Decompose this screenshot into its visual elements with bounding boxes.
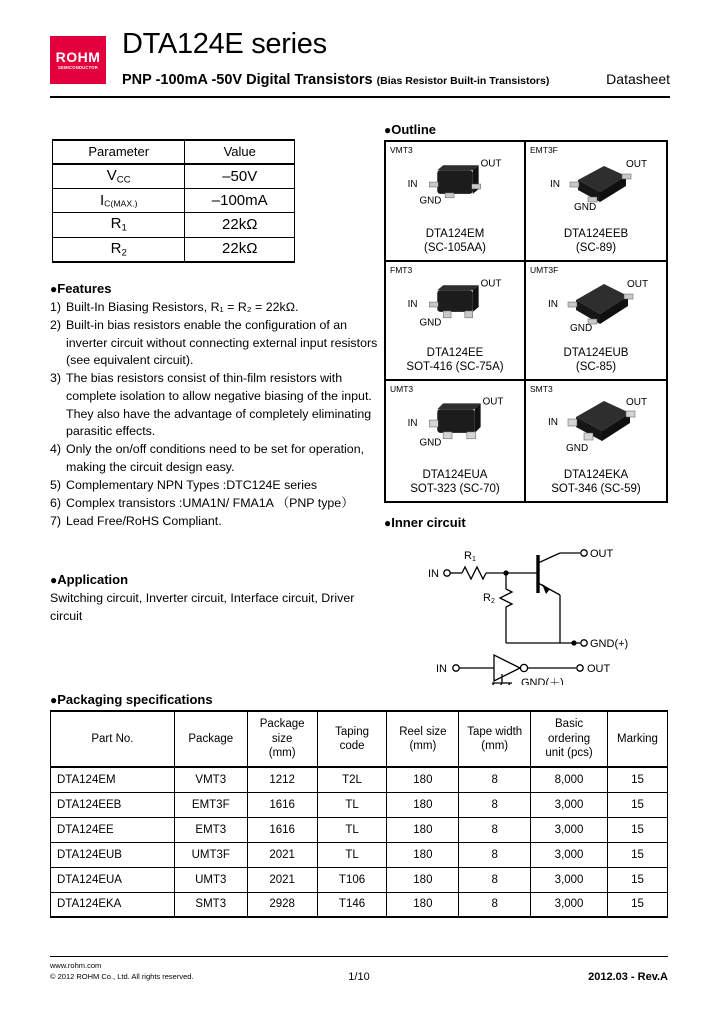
- application-section: [50, 572, 380, 626]
- package-part-name: DTA124EE: [426, 347, 484, 360]
- svg-text:OUT: OUT: [626, 159, 648, 170]
- package-standard-name: (SC-89): [575, 241, 617, 254]
- cell-tape-width: 8: [459, 842, 531, 867]
- cell-ordering-unit: 8,000: [531, 767, 608, 792]
- inner-circuit-heading: ●Inner circuit: [384, 515, 466, 530]
- package-part-name: DTA124EM: [425, 227, 485, 240]
- features-heading: ●Features: [50, 281, 112, 296]
- cell-marking: 15: [608, 892, 668, 917]
- table-row: [51, 817, 668, 842]
- param-name-vcc: $V_{CC}$: [53, 164, 185, 189]
- cell-taping-code: T2L: [317, 767, 387, 792]
- svg-text:IN: IN: [407, 178, 418, 190]
- package-cell-umt3f: [526, 262, 666, 382]
- cell-package: UMT3: [174, 867, 247, 892]
- column-header-value: Value: [185, 140, 295, 164]
- footer-copyright: © 2012 ROHM Co., Ltd. All rights reserved.: [50, 971, 194, 981]
- package-cell-fmt3: [386, 262, 526, 382]
- bullet-icon: ●: [384, 516, 392, 530]
- package-names: [526, 346, 666, 374]
- list-item: 6) Complex transistors :UMA1N/ FMA1A （PNP type）: [50, 496, 354, 511]
- package-illustration-tilt3: [526, 154, 666, 218]
- table-row: [51, 792, 668, 817]
- cell-package: VMT3: [174, 767, 247, 792]
- svg-text:GND: GND: [570, 322, 593, 334]
- cell-part-no: DTA124EUB: [51, 842, 175, 867]
- column-header-reel-size: Reel size (mm): [387, 711, 459, 767]
- cell-ordering-unit: 3,000: [531, 892, 608, 917]
- transistor-package-icon: [526, 154, 666, 218]
- list-item: 5) Complementary NPN Types :DTC124E series: [50, 478, 318, 493]
- packaging-heading: ●Packaging specifications: [50, 692, 213, 707]
- cell-package: EMT3: [174, 817, 247, 842]
- datasheet-label: Datasheet: [606, 71, 670, 87]
- package-code: VMT3: [390, 145, 413, 155]
- param-name-ic-max: $I_{C(MAX.)}$: [53, 189, 185, 213]
- package-names: [386, 346, 524, 374]
- cell-package-size: 2928: [247, 892, 317, 917]
- cell-marking: 15: [608, 867, 668, 892]
- svg-text:GND: GND: [419, 438, 442, 450]
- logo-tagline: SEMICONDUCTOR: [58, 64, 98, 70]
- svg-text:IN: IN: [548, 298, 558, 310]
- package-illustration-flat3: [386, 154, 524, 218]
- list-item: 2) Built-in bias resistors enable the configuration of an inverter circuit without connecting external input resistors (see equivalent circuit).: [50, 318, 378, 368]
- cell-taping-code: TL: [317, 817, 387, 842]
- svg-text:IN: IN: [407, 298, 418, 310]
- schematic-label-gnd: GND(+): [590, 638, 629, 650]
- cell-marking: 15: [608, 817, 668, 842]
- transistor-package-icon: [526, 393, 666, 457]
- cell-taping-code: T146: [317, 892, 387, 917]
- cell-reel-size: 180: [387, 892, 459, 917]
- cell-ordering-unit: 3,000: [531, 842, 608, 867]
- package-part-name: DTA124EUB: [563, 347, 629, 360]
- cell-reel-size: 180: [387, 792, 459, 817]
- column-header-part-no: Part No.: [51, 711, 175, 767]
- cell-reel-size: 180: [387, 842, 459, 867]
- param-value-ic-max: –100mA: [185, 189, 295, 213]
- cell-part-no: DTA124EEB: [51, 792, 175, 817]
- footer-divider: [50, 956, 668, 957]
- cell-taping-code: TL: [317, 792, 387, 817]
- svg-text:OUT: OUT: [480, 158, 502, 170]
- footer-revision: 2012.03 - Rev.A: [588, 971, 668, 983]
- outline-heading: ●Outline: [384, 122, 437, 137]
- bullet-icon: ●: [50, 693, 58, 707]
- package-standard-name: (SC-105AA): [424, 241, 486, 254]
- cell-part-no: DTA124EKA: [51, 892, 175, 917]
- svg-text:GND: GND: [419, 317, 442, 329]
- svg-text:IN: IN: [548, 417, 558, 429]
- param-value-r2: 22kΩ: [185, 237, 295, 262]
- table-row: [51, 867, 668, 892]
- svg-text:GND: GND: [419, 195, 442, 207]
- package-standard-name: SOT-323 (SC-70): [410, 482, 500, 495]
- package-illustration-tilt3: [526, 393, 666, 457]
- column-header-basic-ordering-unit: Basic ordering unit (pcs): [531, 711, 608, 767]
- cell-package-size: 1616: [247, 817, 317, 842]
- transistor-package-icon: [386, 393, 524, 457]
- param-name-r2: $R_2$: [53, 237, 185, 262]
- schematic-svg: [384, 533, 668, 685]
- cell-package: UMT3F: [174, 842, 247, 867]
- package-code: FMT3: [390, 264, 413, 275]
- column-header-package: Package: [174, 711, 247, 767]
- inverter-label-out: OUT: [587, 663, 611, 675]
- column-header-tape-width: Tape width (mm): [459, 711, 531, 767]
- list-item: 7) Lead Free/RoHS Compliant.: [50, 514, 222, 529]
- package-names: [526, 468, 666, 496]
- package-part-name: DTA124EUA: [422, 468, 488, 481]
- list-item: 3) The bias resistors consist of thin-film resistors with complete isolation to allow negative biasing of the input. They also have the advantage of completely eliminating parasitic effects.: [50, 371, 372, 439]
- package-part-name: DTA124EEB: [563, 227, 629, 240]
- subtitle-main: PNP -100mA -50V Digital Transistors: [122, 72, 373, 88]
- page-subtitle: [122, 72, 549, 88]
- svg-text:OUT: OUT: [627, 278, 649, 290]
- table-row: [53, 213, 295, 237]
- table-header-row: [51, 711, 668, 767]
- footer-page-number: 1/10: [348, 971, 370, 983]
- cell-reel-size: 180: [387, 867, 459, 892]
- cell-ordering-unit: 3,000: [531, 867, 608, 892]
- transistor-package-icon: [386, 274, 524, 338]
- outline-package-grid: [384, 140, 668, 503]
- table-row: [53, 237, 295, 262]
- cell-taping-code: T106: [317, 867, 387, 892]
- cell-tape-width: 8: [459, 767, 531, 792]
- inner-circuit-diagram: [384, 533, 668, 685]
- column-header-parameter: Parameter: [53, 140, 185, 164]
- svg-text:OUT: OUT: [626, 397, 648, 409]
- cell-package-size: 2021: [247, 867, 317, 892]
- package-code: EMT3F: [530, 145, 558, 155]
- svg-text:IN: IN: [407, 418, 418, 430]
- page-footer: [50, 961, 668, 1001]
- cell-package-size: 1616: [247, 792, 317, 817]
- package-illustration-tilt3: [526, 274, 666, 338]
- cell-part-no: DTA124EUA: [51, 867, 175, 892]
- schematic-label-out: OUT: [590, 548, 614, 560]
- cell-package: EMT3F: [174, 792, 247, 817]
- schematic-label-in: IN: [428, 568, 439, 580]
- cell-taping-code: TL: [317, 842, 387, 867]
- packaging-table-body: [51, 767, 668, 917]
- subtitle-parenthetical: (Bias Resistor Built-in Transistors): [376, 75, 550, 87]
- param-name-r1: $R_1$: [53, 213, 185, 237]
- cell-tape-width: 8: [459, 892, 531, 917]
- package-names: [526, 227, 666, 255]
- page-header: [50, 28, 670, 96]
- package-code: UMT3: [390, 384, 414, 395]
- schematic-label-r1: R1: [464, 550, 476, 563]
- package-illustration-flat3: [386, 274, 524, 338]
- bullet-icon: ●: [50, 573, 58, 587]
- list-item: 4) Only the on/off conditions need to be set for operation, making the circuit design easy.: [50, 442, 365, 474]
- rohm-logo: [50, 36, 106, 84]
- svg-text:OUT: OUT: [480, 277, 502, 289]
- package-standard-name: SOT-416 (SC-75A): [406, 361, 504, 374]
- header-divider: [50, 96, 670, 98]
- table-row: [51, 892, 668, 917]
- cell-reel-size: 180: [387, 817, 459, 842]
- cell-tape-width: 8: [459, 817, 531, 842]
- application-heading: ●Application: [50, 572, 129, 587]
- param-value-r1: 22kΩ: [185, 213, 295, 237]
- package-cell-umt3: [386, 381, 526, 501]
- cell-tape-width: 8: [459, 792, 531, 817]
- svg-text:OUT: OUT: [482, 396, 504, 408]
- transistor-package-icon: [386, 154, 524, 218]
- bullet-icon: ●: [384, 123, 392, 137]
- table-row: [53, 164, 295, 189]
- package-standard-name: SOT-346 (SC-59): [551, 482, 641, 495]
- package-illustration-flat3: [386, 393, 524, 457]
- column-header-taping-code: Taping code: [317, 711, 387, 767]
- cell-ordering-unit: 3,000: [531, 817, 608, 842]
- package-cell-vmt3: [386, 142, 526, 262]
- table-row: [53, 189, 295, 213]
- param-value-vcc: –50V: [185, 164, 295, 189]
- cell-part-no: DTA124EM: [51, 767, 175, 792]
- list-item: 1) Built-In Biasing Resistors, R₁ = R₂ = 22kΩ.: [50, 300, 299, 314]
- features-list: [50, 299, 380, 531]
- inverter-label-in: IN: [436, 663, 447, 675]
- page-title: DTA124E series: [122, 28, 327, 60]
- package-code: SMT3: [530, 384, 553, 395]
- parameter-table: [52, 139, 295, 263]
- svg-text:GND: GND: [566, 443, 589, 455]
- cell-package-size: 1212: [247, 767, 317, 792]
- cell-ordering-unit: 3,000: [531, 792, 608, 817]
- logo-wordmark: ROHM: [55, 48, 101, 65]
- table-row-header: [53, 140, 295, 164]
- column-header-marking: Marking: [608, 711, 668, 767]
- table-row: [51, 767, 668, 792]
- column-header-package-size: Package size (mm): [247, 711, 317, 767]
- package-code: UMT3F: [530, 264, 559, 275]
- cell-part-no: DTA124EE: [51, 817, 175, 842]
- cell-reel-size: 180: [387, 767, 459, 792]
- package-standard-name: (SC-85): [575, 361, 617, 374]
- cell-package: SMT3: [174, 892, 247, 917]
- svg-text:IN: IN: [550, 179, 560, 190]
- bullet-icon: ●: [50, 282, 58, 296]
- package-cell-smt3: [526, 381, 666, 501]
- svg-text:GND: GND: [574, 202, 597, 213]
- cell-marking: 15: [608, 792, 668, 817]
- cell-marking: 15: [608, 842, 668, 867]
- footer-website[interactable]: www.rohm.com: [50, 961, 102, 970]
- cell-package-size: 2021: [247, 842, 317, 867]
- package-names: [386, 227, 524, 255]
- packaging-table: [50, 710, 668, 918]
- features-section: [50, 281, 380, 531]
- transistor-package-icon: [526, 274, 666, 338]
- cell-marking: 15: [608, 767, 668, 792]
- inverter-label-gnd: GND(＋): [521, 677, 564, 685]
- schematic-label-r2: R2: [483, 592, 495, 605]
- cell-tape-width: 8: [459, 867, 531, 892]
- package-cell-emt3f: [526, 142, 666, 262]
- application-body: Switching circuit, Inverter circuit, Interface circuit, Driver circuit: [50, 591, 355, 623]
- table-row: [51, 842, 668, 867]
- package-names: [386, 468, 524, 496]
- package-part-name: DTA124EKA: [563, 468, 629, 481]
